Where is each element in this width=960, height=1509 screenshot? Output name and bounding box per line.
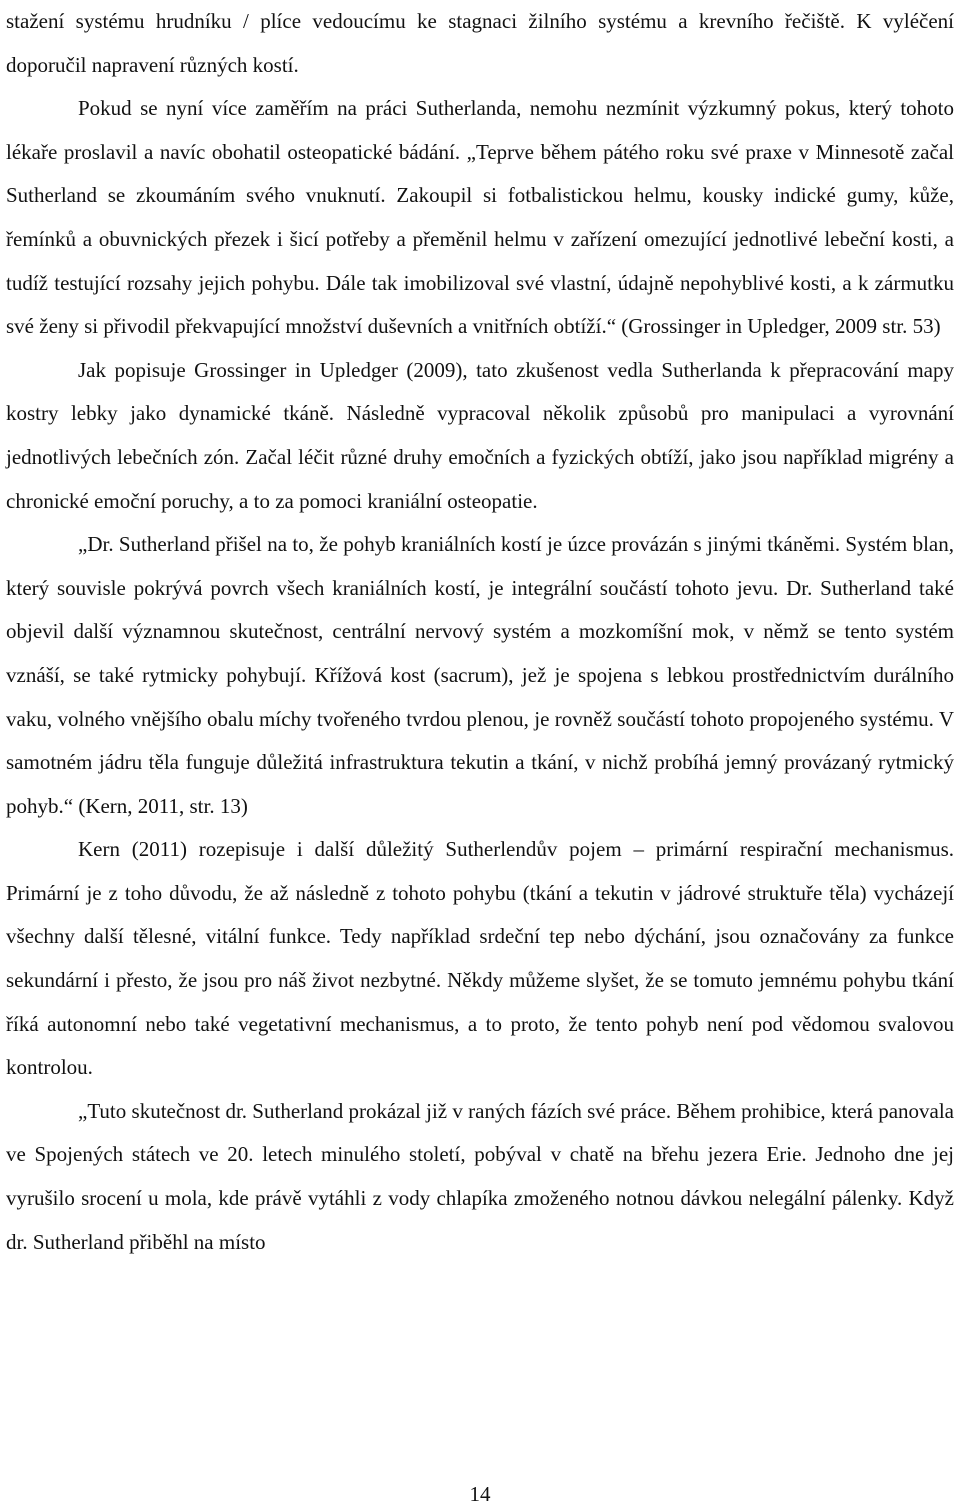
paragraph-3: Jak popisuje Grossinger in Upledger (2009), tato zkušenost vedla Sutherlanda k přepracování mapy kostry lebky jako dynamické tkáně. Následně vypracoval několik způsobů pro manipulaci a vyrovnání jednotlivých lebečních zón. Začal léčit různé druhy emočních a fyzických obtíží, jako jsou například migrény a chronické emoční poruchy, a to za pomoci kraniální osteopatie. [6, 357, 954, 513]
paragraph-1: stažení systému hrudníku / plíce vedoucímu ke stagnaci žilního systému a krevního řečiště. K vyléčení doporučil napravení různých kostí. [6, 9, 954, 77]
paragraph-2: Pokud se nyní více zaměřím na práci Sutherlanda, nemohu nezmínit výzkumný pokus, který tohoto lékaře proslavil a navíc obohatil osteopatické bádání. „Teprve během pátého roku své praxe v Minnesotě začal Sutherland se zkoumáním svého vnuknutí. Zakoupil si fotbalistickou helmu, kousky indické gumy, kůže, řemínků a obuvnických přezek i šicí potřeby a přeměnil helmu v zařízení omezující jednotlivé lebeční kosti, a tudíž testující rozsahy jejich pohybu. Dále tak imobilizoval své vlastní, údajně nepohyblivé kosti, a k zármutku své ženy si přivodil překvapující množství duševních a vnitřních obtíží.“ (Grossinger in Upledger, 2009 str. 53) [6, 96, 954, 339]
paragraph-6: „Tuto skutečnost dr. Sutherland prokázal již v raných fázích své práce. Během prohibice, která panovala ve Spojených státech ve 20. letech minulého století, pobýval v chatě na břehu jezera Erie. Jednoho dne jej vyrušilo srocení u mola, kde právě vytáhli z vody chlapíka zmoženého notnou dávkou nelegální pálenky. Když dr. Sutherland přiběhl na místo [6, 1098, 954, 1254]
paragraph-4: „Dr. Sutherland přišel na to, že pohyb kraniálních kostí je úzce provázán s jinými tkáněmi. Systém blan, který souvisle pokrývá povrch všech kraniálních kostí, je integrální součástí tohoto jevu. Dr. Sutherland také objevil další významnou skutečnost, centrální nervový systém a mozkomíšní mok, v němž se tento systém vznáší, se také rytmicky pohybují. Křížová kost (sacrum), jež je spojena s lebkou prostřednictvím durálního vaku, volného vnějšího obalu míchy tvořeného tvrdou plenou, je rovněž součástí tohoto propojeného systému. V samotném jádru těla funguje důležitá infrastruktura tekutin a tkání, v nichž probíhá jemný provázaný rytmický pohyb.“ (Kern, 2011, str. 13) [6, 532, 954, 818]
document-page [6, 0, 954, 1264]
paragraph-5: Kern (2011) rozepisuje i další důležitý Sutherlendův pojem – primární respirační mechanismus. Primární je z toho důvodu, že až následně z tohoto pohybu (tkání a tekutin v jádrové struktuře těla) vycházejí všechny další tělesné, vitální funkce. Tedy například srdeční tep nebo dýchání, jsou označovány za funkce sekundární i přesto, že jsou pro náš život nezbytné. Někdy můžeme slyšet, že se tomuto jemnému pohybu tkání říká autonomní nebo také vegetativní mechanismus, a to proto, že tento pohyb není pod vědomou svalovou kontrolou. [6, 837, 954, 1080]
page-number: 14 [469, 1482, 491, 1506]
